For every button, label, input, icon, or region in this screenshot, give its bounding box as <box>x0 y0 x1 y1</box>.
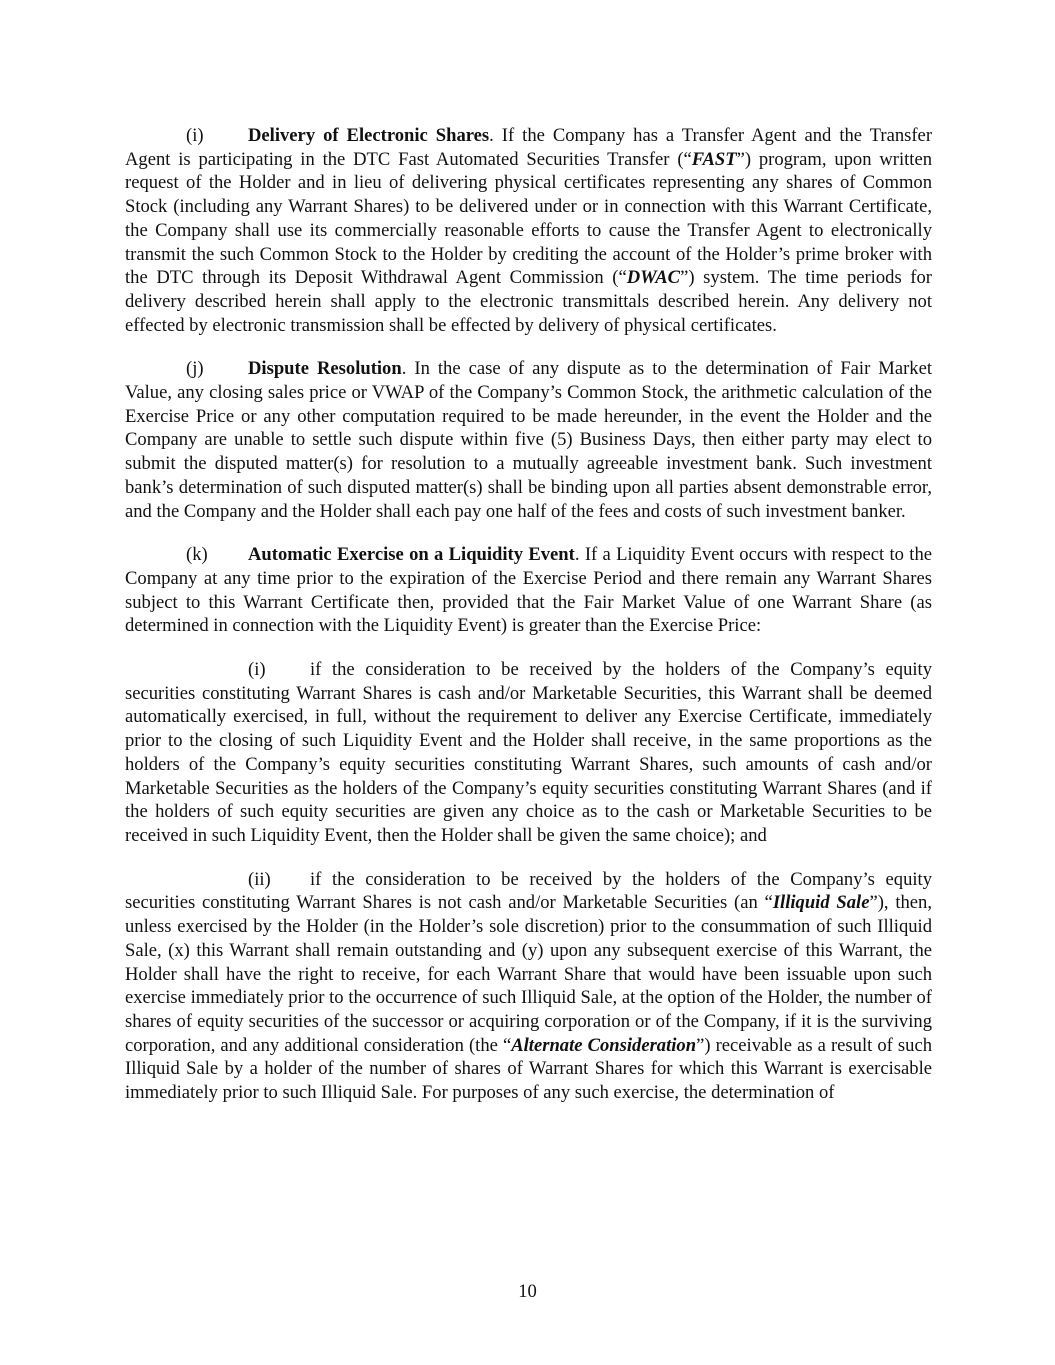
section-k-automatic-exercise <box>125 543 932 638</box>
subsection-text: if the consideration to be received by the holders of the Company’s equity securities constituting Warrant Shares is not cash and/or Marketable Securities (an “ <box>125 868 932 914</box>
subsection-k-ii <box>125 868 932 1105</box>
subsection-text: ”), then, unless exercised by the Holder (in the Holder’s sole discretion) prior to the consummation of such Illiquid Sale, (x) this Warrant shall remain outstanding and (y) upon any subsequent exercise of this Warrant, the Holder shall have the right to receive, for each Warrant Share that would have been issuable upon such exercise immediately prior to the occurrence of such Illiquid Sale, at the option of the Holder, the number of shares of equity securities of the successor or acquiring corporation or of the Company, if it is the surviving corporation, and any additional consideration (the “ <box>125 892 933 1056</box>
subsection-number: (ii) <box>248 868 271 890</box>
section-number: (j) <box>186 358 204 380</box>
defined-term: Alternate Consideration <box>511 1034 697 1056</box>
section-heading: Delivery of Electronic Shares <box>248 125 490 146</box>
section-text: ”) system. The time periods for delivery described herein shall apply to the electronic transmittals described herein. Any delivery not effected by electronic transmission shall be effected by delivery of physical certificates. <box>125 267 932 336</box>
section-number: (k) <box>186 544 208 566</box>
defined-term: DWAC <box>626 267 681 289</box>
section-text: . If a Liquidity Event occurs with respect to the Company at any time prior to the expiration of the Exercise Period and there remain any Warrant Shares subject to this Warrant Certificate then, provided that the Fair Market Value of one Warrant Share (as determined in connection with the Liquidity Event) is greater than the Exercise Price: <box>125 544 932 637</box>
subsection-text: ”) receivable as a result of such Illiquid Sale by a holder of the number of shares of Warrant Shares for which this Warrant is exercisable immediately prior to such Illiquid Sale. For purposes of any such exercise, the determination of <box>125 1034 933 1104</box>
section-text: ”) program, upon written request of the Holder and in lieu of delivering physical certificates representing any shares of Common Stock (including any Warrant Shares) to be delivered under or in connection with this Warrant Certificate, the Company shall use its commercially reasonable efforts to cause the Transfer Agent to electronically transmit the such Common Stock to the Holder by crediting the account of the Holder’s prime broker with the DTC through its Deposit Withdrawal Agent Commission (“ <box>125 148 932 289</box>
section-heading: Dispute Resolution <box>248 358 402 380</box>
defined-term: Illiquid Sale <box>772 892 870 914</box>
section-heading: Automatic Exercise on a Liquidity Event <box>248 544 575 566</box>
subsection-number: (i) <box>248 659 266 681</box>
document-body <box>125 124 932 1125</box>
section-number: (i) <box>186 125 204 146</box>
page-number: 10 <box>518 1281 537 1302</box>
section-j-dispute-resolution <box>125 357 932 523</box>
defined-term: FAST <box>691 148 737 170</box>
subsection-text: if the consideration to be received by the holders of the Company’s equity securities constituting Warrant Shares is cash and/or Marketable Securities, this Warrant shall be deemed automatically exercised, in full, without the requirement to deliver any Exercise Certificate, immediately prior to the closing of such Liquidity Event and the Holder shall receive, in the same proportions as the holders of the Company’s equity securities constituting Warrant Shares, such amounts of cash and/or Marketable Securities as the holders of the Company’s equity securities constituting Warrant Shares (and if the holders of such equity securities are given any choice as to the cash or Marketable Securities to be received in such Liquidity Event, then the Holder shall be given the same choice); and <box>125 659 932 846</box>
section-i-delivery-of-electronic-shares <box>125 124 932 337</box>
section-text: . If the Company has a Transfer Agent and the Transfer Agent is participating in the DTC Fast Automated Securities Transfer (“ <box>125 125 933 170</box>
section-text: . In the case of any dispute as to the determination of Fair Market Value, any closing sales price or VWAP of the Company’s Common Stock, the arithmetic calculation of the Exercise Price or any other computation required to be made hereunder, in the event the Holder and the Company are unable to settle such dispute within five (5) Business Days, then either party may elect to submit the disputed matter(s) for resolution to a mutually agreeable investment bank. Such investment bank’s determination of such disputed matter(s) shall be binding upon all parties absent demonstrable error, and the Company and the Holder shall each pay one half of the fees and costs of such investment banker. <box>125 358 932 522</box>
subsection-k-i <box>125 658 932 848</box>
